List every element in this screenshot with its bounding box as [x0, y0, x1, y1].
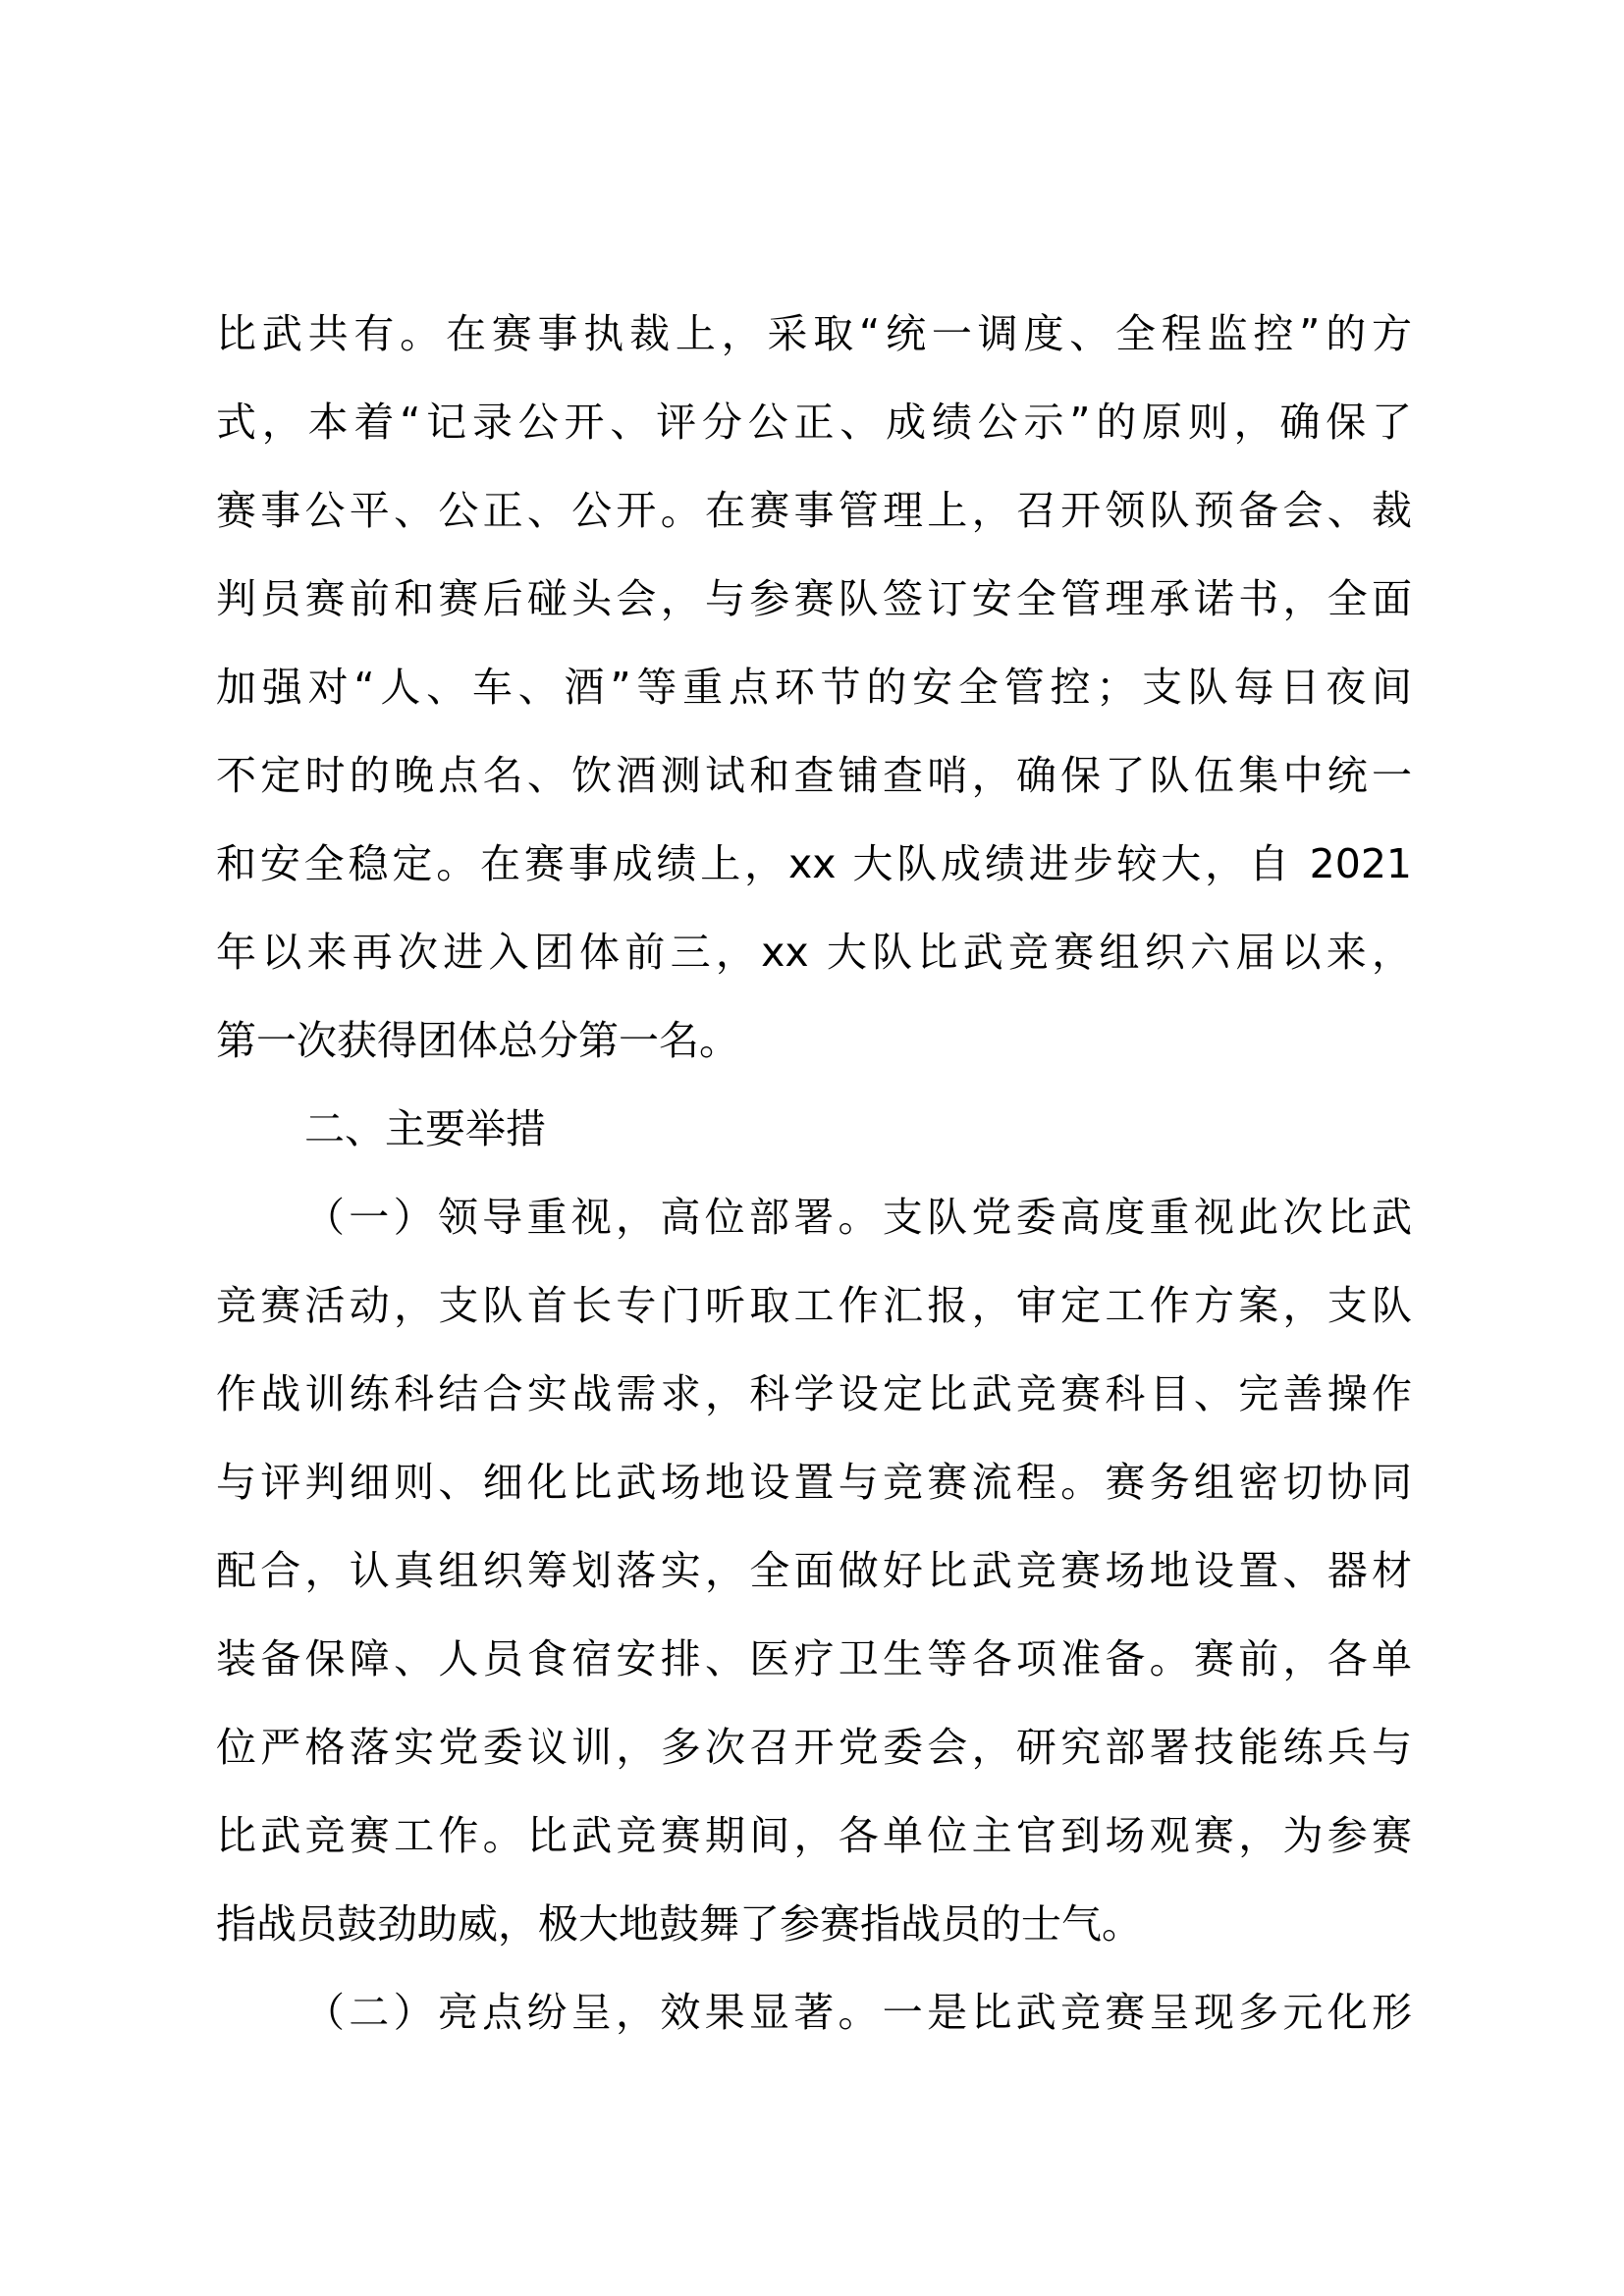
paragraph-1-line-6: 装备保障、人员食宿安排、医疗卫生等各项准备。赛前，各单	[216, 1635, 1412, 1682]
body-line-6: 不定时的晚点名、饮酒测试和查铺查哨，确保了队伍集中统一	[216, 752, 1412, 799]
body-line-4: 判员赛前和赛后碰头会，与参赛队签订安全管理承诺书，全面	[216, 575, 1412, 622]
body-line-1: 比武共有。在赛事执裁上，采取“统一调度、全程监控”的方	[216, 310, 1412, 357]
body-line-8: 年以来再次进入团体前三，xx 大队比武竞赛组织六届以来，	[216, 929, 1412, 976]
body-line-7: 和安全稳定。在赛事成绩上，xx 大队成绩进步较大，自 2021	[216, 840, 1412, 887]
body-line-5: 加强对“人、车、酒”等重点环节的安全管控；支队每日夜间	[216, 664, 1412, 711]
body-line-3: 赛事公平、公正、公开。在赛事管理上，召开领队预备会、裁	[216, 487, 1412, 534]
paragraph-2-line-1: （二）亮点纷呈，效果显著。一是比武竞赛呈现多元化形	[304, 1989, 1412, 2036]
paragraph-1-line-2: 竞赛活动，支队首长专门听取工作汇报，审定工作方案，支队	[216, 1282, 1412, 1329]
paragraph-1-line-3: 作战训练科结合实战需求，科学设定比武竞赛科目、完善操作	[216, 1370, 1412, 1417]
body-line-2: 式，本着“记录公开、评分公正、成绩公示”的原则，确保了	[216, 399, 1412, 446]
paragraph-1-line-9: 指战员鼓劲助威，极大地鼓舞了参赛指战员的士气。	[216, 1900, 1142, 1948]
paragraph-1-line-4: 与评判细则、细化比武场地设置与竞赛流程。赛务组密切协同	[216, 1459, 1412, 1506]
paragraph-1-line-7: 位严格落实党委议训，多次召开党委会，研究部署技能练兵与	[216, 1724, 1412, 1771]
section-heading-main-measures: 二、主要举措	[304, 1105, 546, 1152]
paragraph-1-line-8: 比武竞赛工作。比武竞赛期间，各单位主官到场观赛，为参赛	[216, 1812, 1412, 1859]
body-line-9: 第一次获得团体总分第一名。	[216, 1017, 739, 1064]
paragraph-1-line-1: （一）领导重视，高位部署。支队党委高度重视此次比武	[304, 1194, 1412, 1241]
paragraph-1-line-5: 配合，认真组织筹划落实，全面做好比武竞赛场地设置、器材	[216, 1547, 1412, 1594]
